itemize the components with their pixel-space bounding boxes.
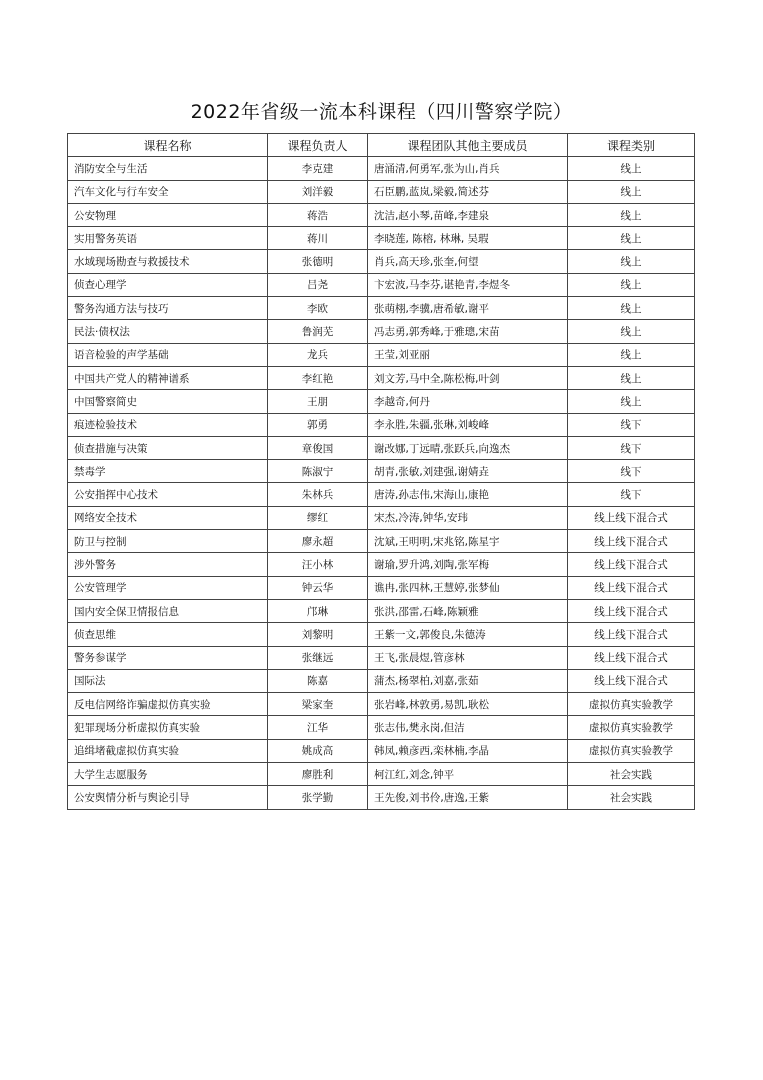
table-row — [68, 763, 695, 786]
course-type-cell: 线上线下混合式 — [568, 646, 695, 669]
course-name-cell: 警务沟通方法与技巧 — [68, 297, 268, 320]
team-members-cell: 韩凤,赖彦西,栾林楠,李晶 — [368, 739, 568, 762]
course-lead-cell: 梁家奎 — [268, 693, 368, 716]
course-lead-cell: 刘洋毅 — [268, 180, 368, 203]
course-type-cell: 社会实践 — [568, 786, 695, 809]
team-members-cell: 王莹,刘亚丽 — [368, 343, 568, 366]
course-name-cell: 民法·债权法 — [68, 320, 268, 343]
course-type-cell: 线上 — [568, 366, 695, 389]
team-members-cell: 王紫一文,郭俊良,朱德涛 — [368, 623, 568, 646]
course-lead-cell: 钟云华 — [268, 576, 368, 599]
course-type-cell: 线下 — [568, 413, 695, 436]
course-lead-cell: 龙兵 — [268, 343, 368, 366]
team-members-cell: 王先俊,刘书伶,唐逸,王紫 — [368, 786, 568, 809]
course-type-cell: 线上 — [568, 390, 695, 413]
course-lead-cell: 陈淑宁 — [268, 460, 368, 483]
table-row — [68, 739, 695, 762]
course-name-cell: 大学生志愿服务 — [68, 763, 268, 786]
course-type-cell: 线上 — [568, 180, 695, 203]
course-lead-cell: 蒋川 — [268, 227, 368, 250]
table-row — [68, 599, 695, 622]
table-row — [68, 366, 695, 389]
team-members-cell: 卞宏波,马李芬,谌艳青,李煜冬 — [368, 273, 568, 296]
course-type-cell: 线上线下混合式 — [568, 553, 695, 576]
table-row — [68, 460, 695, 483]
course-type-cell: 线上 — [568, 320, 695, 343]
table-row — [68, 203, 695, 226]
course-type-cell: 线上线下混合式 — [568, 623, 695, 646]
course-type-cell: 线上 — [568, 273, 695, 296]
course-type-cell: 线上线下混合式 — [568, 599, 695, 622]
course-name-cell: 国际法 — [68, 669, 268, 692]
table-row — [68, 506, 695, 529]
table-row — [68, 483, 695, 506]
table-row — [68, 623, 695, 646]
course-name-cell: 犯罪现场分析虚拟仿真实验 — [68, 716, 268, 739]
table-row — [68, 343, 695, 366]
course-lead-cell: 缪红 — [268, 506, 368, 529]
course-type-cell: 线上 — [568, 297, 695, 320]
table-body — [68, 157, 695, 809]
course-type-cell: 线上 — [568, 343, 695, 366]
team-members-cell: 唐涌清,何勇军,张为山,肖兵 — [368, 157, 568, 180]
course-lead-cell: 张学勤 — [268, 786, 368, 809]
course-name-cell: 公安指挥中心技术 — [68, 483, 268, 506]
table-row — [68, 553, 695, 576]
course-lead-cell: 李红艳 — [268, 366, 368, 389]
course-type-cell: 线上 — [568, 203, 695, 226]
team-members-cell: 李越奇,何丹 — [368, 390, 568, 413]
course-lead-cell: 张德明 — [268, 250, 368, 273]
header-course-name: 课程名称 — [68, 134, 268, 157]
table-row — [68, 646, 695, 669]
team-members-cell: 冯志勇,郭秀峰,于雅璁,宋苗 — [368, 320, 568, 343]
table-header-row — [68, 134, 695, 157]
table-row — [68, 180, 695, 203]
table-row — [68, 273, 695, 296]
course-name-cell: 中国警察简史 — [68, 390, 268, 413]
course-lead-cell: 朱林兵 — [268, 483, 368, 506]
table-row — [68, 413, 695, 436]
course-name-cell: 痕迹检验技术 — [68, 413, 268, 436]
team-members-cell: 沈斌,王明明,宋兆铭,陈星宇 — [368, 530, 568, 553]
table-row — [68, 297, 695, 320]
course-name-cell: 公安管理学 — [68, 576, 268, 599]
course-name-cell: 反电信网络诈骗虚拟仿真实验 — [68, 693, 268, 716]
header-course-lead: 课程负责人 — [268, 134, 368, 157]
table-row — [68, 227, 695, 250]
course-lead-cell: 吕尧 — [268, 273, 368, 296]
course-name-cell: 追缉堵截虚拟仿真实验 — [68, 739, 268, 762]
course-name-cell: 涉外警务 — [68, 553, 268, 576]
header-team-members: 课程团队其他主要成员 — [368, 134, 568, 157]
team-members-cell: 肖兵,高天珍,张奎,何望 — [368, 250, 568, 273]
course-name-cell: 禁毒学 — [68, 460, 268, 483]
course-type-cell: 线上 — [568, 250, 695, 273]
course-name-cell: 语音检验的声学基础 — [68, 343, 268, 366]
table-row — [68, 320, 695, 343]
course-name-cell: 侦查心理学 — [68, 273, 268, 296]
table-row — [68, 669, 695, 692]
course-lead-cell: 李克建 — [268, 157, 368, 180]
table-row — [68, 576, 695, 599]
course-name-cell: 消防安全与生活 — [68, 157, 268, 180]
team-members-cell: 谢改娜,丁远晴,张跃兵,向逸杰 — [368, 436, 568, 459]
course-name-cell: 防卫与控制 — [68, 530, 268, 553]
course-lead-cell: 蒋浩 — [268, 203, 368, 226]
course-name-cell: 侦查思维 — [68, 623, 268, 646]
course-type-cell: 虚拟仿真实验教学 — [568, 716, 695, 739]
team-members-cell: 胡青,张敏,刘建强,谢婧垚 — [368, 460, 568, 483]
table-row — [68, 693, 695, 716]
table-row — [68, 436, 695, 459]
course-name-cell: 警务参谋学 — [68, 646, 268, 669]
table-row — [68, 716, 695, 739]
course-lead-cell: 廖胜利 — [268, 763, 368, 786]
team-members-cell: 张志伟,樊永岗,但洁 — [368, 716, 568, 739]
team-members-cell: 柯江红,刘念,钟平 — [368, 763, 568, 786]
course-lead-cell: 鲁润芜 — [268, 320, 368, 343]
course-lead-cell: 廖永超 — [268, 530, 368, 553]
team-members-cell: 王飞,张晨煜,管彦林 — [368, 646, 568, 669]
table-row — [68, 786, 695, 809]
course-lead-cell: 邝琳 — [268, 599, 368, 622]
team-members-cell: 蒲杰,杨翠柏,刘嘉,张茹 — [368, 669, 568, 692]
header-course-type: 课程类别 — [568, 134, 695, 157]
table-row — [68, 250, 695, 273]
course-type-cell: 线下 — [568, 460, 695, 483]
course-lead-cell: 汪小林 — [268, 553, 368, 576]
team-members-cell: 谯冉,张四林,王慧婷,张梦仙 — [368, 576, 568, 599]
table-row — [68, 157, 695, 180]
course-lead-cell: 刘黎明 — [268, 623, 368, 646]
course-name-cell: 公安物理 — [68, 203, 268, 226]
team-members-cell: 宋杰,冷涛,钟华,安玮 — [368, 506, 568, 529]
team-members-cell: 李晓莲, 陈榕, 林琳, 吴瑕 — [368, 227, 568, 250]
team-members-cell: 唐涛,孙志伟,宋海山,康艳 — [368, 483, 568, 506]
course-name-cell: 国内安全保卫情报信息 — [68, 599, 268, 622]
team-members-cell: 张岩峰,林敦勇,易凯,耿松 — [368, 693, 568, 716]
course-type-cell: 社会实践 — [568, 763, 695, 786]
course-name-cell: 公安舆情分析与舆论引导 — [68, 786, 268, 809]
course-type-cell: 虚拟仿真实验教学 — [568, 693, 695, 716]
course-type-cell: 线上 — [568, 157, 695, 180]
course-table — [67, 133, 695, 810]
team-members-cell: 李永胜,朱疆,张琳,刘峻峰 — [368, 413, 568, 436]
team-members-cell: 石臣鹏,蓝岚,梁毅,简述芬 — [368, 180, 568, 203]
document-title: 2022年省级一流本科课程（四川警察学院） — [190, 101, 573, 123]
course-lead-cell: 姚成高 — [268, 739, 368, 762]
course-name-cell: 中国共产党人的精神谱系 — [68, 366, 268, 389]
course-type-cell: 线上线下混合式 — [568, 669, 695, 692]
course-type-cell: 线下 — [568, 483, 695, 506]
course-lead-cell: 李欧 — [268, 297, 368, 320]
course-lead-cell: 江华 — [268, 716, 368, 739]
table-row — [68, 530, 695, 553]
course-lead-cell: 张继远 — [268, 646, 368, 669]
team-members-cell: 张洪,邵雷,石峰,陈颖雅 — [368, 599, 568, 622]
course-lead-cell: 郭勇 — [268, 413, 368, 436]
course-lead-cell: 陈嘉 — [268, 669, 368, 692]
course-type-cell: 线上线下混合式 — [568, 530, 695, 553]
course-name-cell: 水域现场勘查与救援技术 — [68, 250, 268, 273]
course-type-cell: 线上线下混合式 — [568, 576, 695, 599]
table-row — [68, 390, 695, 413]
team-members-cell: 沈洁,赵小琴,苗峰,李建泉 — [368, 203, 568, 226]
course-name-cell: 侦查措施与决策 — [68, 436, 268, 459]
course-type-cell: 线下 — [568, 436, 695, 459]
team-members-cell: 张萌栩,李骥,唐希敏,谢平 — [368, 297, 568, 320]
course-name-cell: 汽车文化与行车安全 — [68, 180, 268, 203]
course-name-cell: 实用警务英语 — [68, 227, 268, 250]
course-name-cell: 网络安全技术 — [68, 506, 268, 529]
course-type-cell: 线上线下混合式 — [568, 506, 695, 529]
team-members-cell: 谢瑜,罗升鸿,刘陶,张军梅 — [368, 553, 568, 576]
course-type-cell: 线上 — [568, 227, 695, 250]
course-lead-cell: 王朋 — [268, 390, 368, 413]
team-members-cell: 刘文芳,马中全,陈松梅,叶剑 — [368, 366, 568, 389]
course-lead-cell: 章俊国 — [268, 436, 368, 459]
course-type-cell: 虚拟仿真实验教学 — [568, 739, 695, 762]
